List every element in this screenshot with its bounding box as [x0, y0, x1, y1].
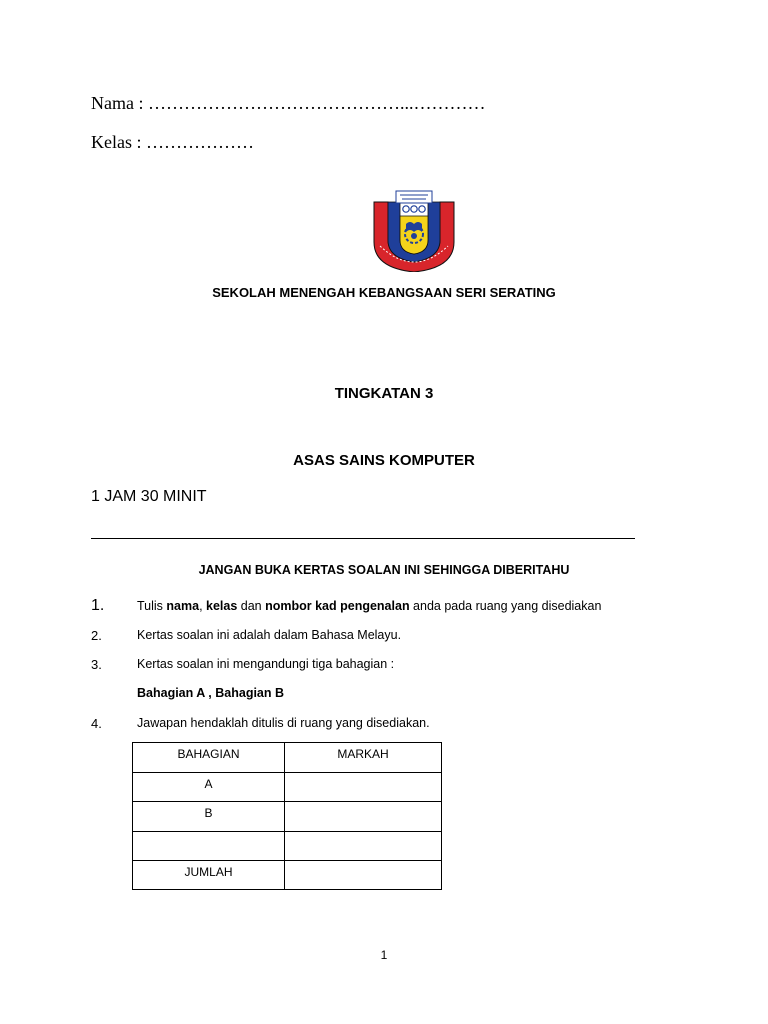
- table-cell[interactable]: [285, 773, 442, 802]
- warning-text: JANGAN BUKA KERTAS SOALAN INI SEHINGGA DIBERITAHU: [198, 563, 570, 577]
- instruction-subtext: Bahagian A , Bahagian B: [137, 686, 285, 700]
- subject-title: ASAS SAINS KOMPUTER: [293, 452, 475, 469]
- instruction-text: Tulis nama, kelas dan nombor kad pengenalan anda pada ruang yang disediakan: [137, 599, 602, 613]
- table-row: [133, 832, 442, 861]
- table-row: [133, 861, 442, 890]
- table-cell: A: [133, 773, 285, 802]
- instruction-text: Jawapan hendaklah ditulis di ruang yang disediakan.: [137, 716, 430, 730]
- table-header: BAHAGIAN: [133, 743, 285, 773]
- table-cell: [133, 832, 285, 861]
- table-row: [133, 802, 442, 832]
- name-field[interactable]: Nama : ……………………………………...…………: [91, 93, 486, 113]
- table-cell[interactable]: [285, 861, 442, 890]
- instruction-number: 3.: [91, 657, 102, 672]
- page-number: 1: [380, 948, 388, 962]
- table-cell: B: [133, 802, 285, 832]
- school-name: SEKOLAH MENENGAH KEBANGSAAN SERI SERATING: [212, 285, 556, 300]
- table-cell: JUMLAH: [133, 861, 285, 890]
- divider-line: [91, 538, 635, 539]
- school-crest-icon: [366, 188, 462, 272]
- table-cell[interactable]: [285, 832, 442, 861]
- exam-duration: 1 JAM 30 MINIT: [91, 488, 207, 505]
- marks-table: [132, 742, 442, 890]
- table-header-row: [133, 743, 442, 773]
- instruction-number: 1.: [91, 597, 105, 614]
- table-row: [133, 773, 442, 802]
- instruction-text: Kertas soalan ini mengandungi tiga bahagian :: [137, 657, 395, 671]
- instruction-number: 4.: [91, 716, 102, 731]
- form-level: TINGKATAN 3: [334, 385, 434, 402]
- instruction-number: 2.: [91, 628, 102, 643]
- table-header: MARKAH: [285, 743, 442, 773]
- class-field[interactable]: Kelas : ………………: [91, 132, 254, 152]
- table-cell[interactable]: [285, 802, 442, 832]
- instruction-text: Kertas soalan ini adalah dalam Bahasa Melayu.: [137, 628, 402, 642]
